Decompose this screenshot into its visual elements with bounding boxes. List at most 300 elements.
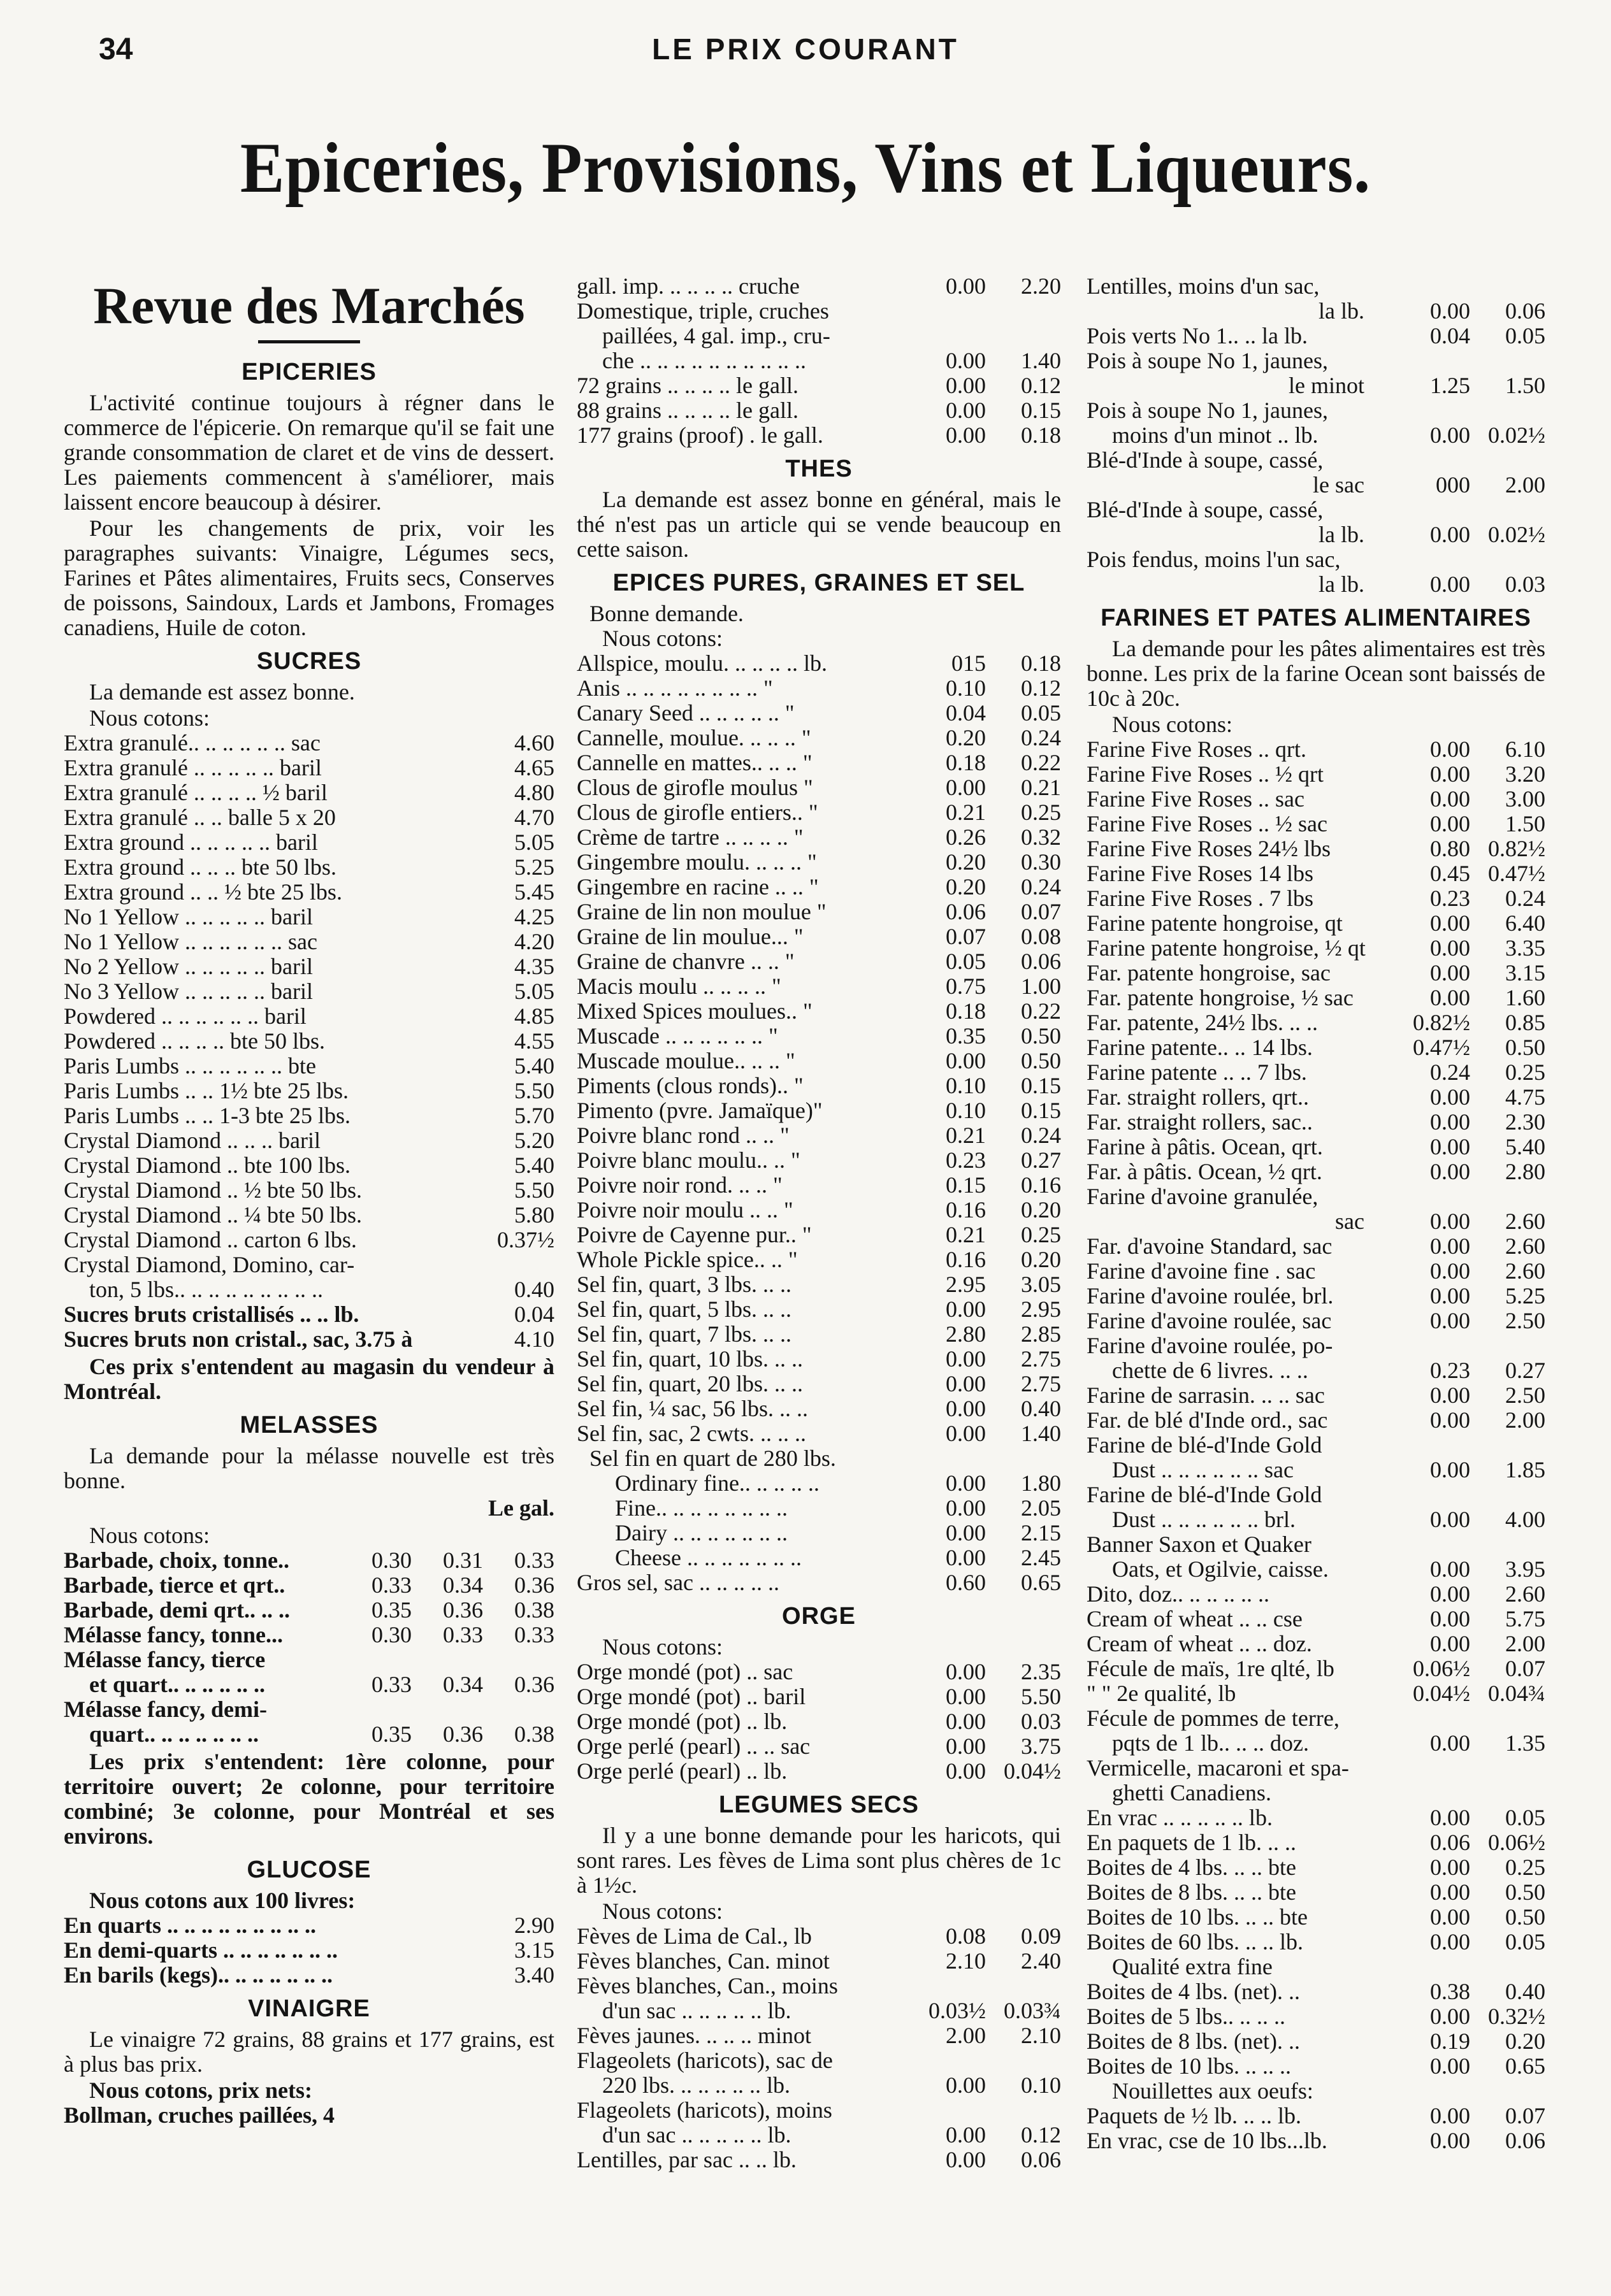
- price-value: 0.09: [1021, 1923, 1061, 1949]
- price-value: 0.38: [514, 1721, 554, 1747]
- item-description: Farine d'avoine roulée, brl.: [1087, 1284, 1334, 1309]
- melasses-intro: La demande pour la mélasse nouvelle est très bonne.: [64, 1443, 554, 1493]
- price-value: 0.50: [1505, 1879, 1545, 1905]
- price-row: [1087, 1284, 1545, 1309]
- price-row: [64, 1178, 554, 1203]
- price-row: [64, 1128, 554, 1153]
- item-description: Paris Lumbs .. .. 1½ bte 25 lbs.: [64, 1079, 349, 1103]
- price-row: [1087, 2029, 1545, 2054]
- item-description: le minot: [1289, 373, 1364, 398]
- domestique-line-2: paillées, 4 gal. imp., cru-: [602, 323, 830, 348]
- price-row: [1087, 1309, 1545, 1333]
- price-row: [577, 974, 1061, 999]
- price-row: [577, 651, 1061, 676]
- price-value: 0.75: [946, 973, 986, 999]
- price-value: 0.00: [1430, 1929, 1470, 1955]
- price-value: 0.25: [1021, 800, 1061, 825]
- sel-quart-280: Sel fin en quart de 280 lbs.: [589, 1446, 836, 1471]
- price-value: 5.70: [514, 1103, 554, 1128]
- price-value: 0.00: [1430, 736, 1470, 762]
- price-value: 0.00: [1430, 2053, 1470, 2079]
- page-header: [0, 32, 1611, 76]
- item-description: Boites de 10 lbs. .. .. ..: [1087, 2054, 1291, 2079]
- price-value: 0.00: [946, 2147, 986, 2172]
- price-row: [64, 1153, 554, 1178]
- price-value: 2.60: [1505, 1581, 1545, 1607]
- price-value: 0.23: [1430, 886, 1470, 911]
- price-value: 0.15: [1021, 1073, 1061, 1098]
- price-value: 0.04½: [1004, 1758, 1061, 1784]
- item-description: Sel fin, quart, 10 lbs. .. ..: [577, 1347, 803, 1372]
- item-description: Farine Five Roses .. sac: [1087, 787, 1304, 812]
- farines-intro: La demande pour les pâtes alimentaires est très bonne. Les prix de la farine Ocean sont baissés de 10c à 20c.: [1087, 636, 1545, 711]
- price-value: 0.00: [1430, 2103, 1470, 2128]
- price-row: [1087, 737, 1545, 762]
- price-value: 0.06: [1505, 2128, 1545, 2153]
- price-value: 0.12: [1021, 373, 1061, 398]
- price-row: [1087, 522, 1545, 547]
- item-description: Extra granulé .. .. balle 5 x 20: [64, 805, 336, 830]
- price-value: 0.00: [1430, 1233, 1470, 1259]
- item-description: che .. .. .. .. .. .. .. .. .. ..: [602, 348, 806, 373]
- price-row: [1087, 936, 1545, 961]
- price-row: [577, 1734, 1061, 1759]
- orge-cotons: Nous cotons:: [602, 1634, 723, 1660]
- price-value: 0.00: [1430, 1730, 1470, 1756]
- melasses-unit: Le gal.: [488, 1495, 554, 1521]
- item-description: Crystal Diamond .. ½ bte 50 lbs.: [64, 1178, 362, 1203]
- price-row: [1087, 1458, 1545, 1482]
- vermicelle-line-2: ghetti Canadiens.: [1112, 1780, 1271, 1805]
- running-title: LE PRIX COURANT: [652, 32, 959, 66]
- item-description: Gingembre en racine .. .. ": [577, 875, 819, 900]
- price-row: [1087, 1085, 1545, 1110]
- price-row: [1087, 1656, 1545, 1681]
- price-value: 6.40: [1505, 910, 1545, 936]
- item-description: En vrac .. .. .. .. .. lb.: [1087, 1805, 1273, 1830]
- price-value: 0.33: [514, 1622, 554, 1647]
- item-description: Macis moulu .. .. .. .. ": [577, 974, 781, 999]
- price-row: [1087, 1830, 1545, 1855]
- price-row: [577, 1396, 1061, 1421]
- price-value: 0.27: [1021, 1147, 1061, 1173]
- price-value: 0.25: [1021, 1222, 1061, 1247]
- item-description: Clous de girofle entiers.. ": [577, 800, 818, 825]
- melasses-note: Les prix s'entendent: 1ère colonne, pour territoire ouvert; 2e colonne, pour territoire combiné; 3e colonne, pour Montréal et ses environs.: [64, 1749, 554, 1849]
- price-value: 0.15: [1021, 1098, 1061, 1123]
- price-row: [64, 1004, 554, 1029]
- price-value: 0.21: [946, 1222, 986, 1247]
- price-value: 0.20: [1021, 1247, 1061, 1272]
- price-row: [1087, 1060, 1545, 1085]
- price-value: 0.03¾: [1004, 1998, 1061, 2023]
- price-value: 0.00: [946, 1371, 986, 1396]
- item-description: Sel fin, quart, 3 lbs. .. ..: [577, 1272, 791, 1297]
- price-row: [577, 1198, 1061, 1223]
- price-value: 0.24: [1021, 725, 1061, 750]
- price-row: [64, 1672, 554, 1697]
- heading-thes: THES: [785, 456, 853, 482]
- item-description: Poivre noir rond. .. .. ": [577, 1173, 783, 1198]
- price-value: 0.18: [1021, 422, 1061, 448]
- price-row: [577, 1223, 1061, 1247]
- item-description: d'un sac .. .. .. .. .. lb.: [602, 2123, 791, 2148]
- extra-fine-subheading: Qualité extra fine: [1112, 1954, 1273, 1979]
- price-row: [577, 398, 1061, 423]
- price-row: [1087, 2054, 1545, 2079]
- legumes-intro: Il y a une bonne demande pour les haricots, qui sont rares. Les fèves de Lima sont plus chères de 1c à 1½c.: [577, 1823, 1061, 1898]
- price-value: 0.03: [1505, 571, 1545, 597]
- price-value: 5.05: [514, 829, 554, 855]
- price-row: [64, 1277, 554, 1302]
- price-value: 0.00: [946, 1346, 986, 1372]
- item-description: No 3 Yellow .. .. .. .. .. baril: [64, 979, 314, 1004]
- price-value: 1.85: [1505, 1457, 1545, 1482]
- item-description: 177 grains (proof) . le gall.: [577, 423, 823, 448]
- thes-text: La demande est assez bonne en général, mais le thé n'est pas un article qui se vende beaucoup en cette saison.: [577, 487, 1061, 562]
- item-description: Sucres bruts non cristal., sac, 3.75 à: [64, 1327, 413, 1352]
- price-value: 2.90: [514, 1912, 554, 1938]
- price-value: 0.82½: [1413, 1010, 1470, 1035]
- price-value: 4.55: [514, 1028, 554, 1054]
- price-row: [1087, 1408, 1545, 1433]
- price-value: 0.00: [1430, 1879, 1470, 1905]
- price-row: [577, 373, 1061, 398]
- price-value: 2.95: [946, 1272, 986, 1297]
- price-value: 0.00: [1430, 522, 1470, 547]
- item-description: Extra ground .. .. .. .. .. baril: [64, 830, 318, 855]
- price-value: 0.00: [1430, 1258, 1470, 1284]
- price-row: [64, 880, 554, 905]
- price-row: [1087, 1035, 1545, 1060]
- price-value: 0.24: [1505, 886, 1545, 911]
- price-value: 0.60: [946, 1570, 986, 1595]
- price-value: 0.03½: [928, 1998, 986, 2023]
- price-row: [577, 1421, 1061, 1446]
- heading-rule: [258, 340, 360, 343]
- price-value: 0.00: [946, 2122, 986, 2148]
- price-value: 1.50: [1505, 373, 1545, 398]
- item-description: Crystal Diamond .. .. .. baril: [64, 1128, 321, 1153]
- price-value: 2.05: [1021, 1495, 1061, 1521]
- grains-list: [577, 373, 1061, 448]
- price-row: [577, 1684, 1061, 1709]
- price-value: 0.16: [946, 1247, 986, 1272]
- price-row: [64, 731, 554, 756]
- price-value: 0.18: [1021, 650, 1061, 676]
- farines-list-2: [1087, 1234, 1545, 1333]
- item-description: pqts de 1 lb.. .. .. doz.: [1112, 1731, 1309, 1756]
- price-value: 0.32½: [1488, 2004, 1545, 2029]
- price-row: [64, 1203, 554, 1228]
- price-value: 2.00: [946, 2023, 986, 2048]
- price-value: 0.02½: [1488, 522, 1545, 547]
- price-value: 2.35: [1021, 1659, 1061, 1684]
- column-3: [1087, 274, 1545, 2262]
- price-value: 5.25: [1505, 1283, 1545, 1309]
- price-value: 0.22: [1021, 750, 1061, 775]
- item-description: 88 grains .. .. .. .. le gall.: [577, 398, 798, 423]
- price-value: 2.85: [1021, 1321, 1061, 1347]
- gold-brl-line-1: Farine de blé-d'Inde Gold: [1087, 1482, 1322, 1507]
- price-row: [577, 1660, 1061, 1684]
- price-row: [577, 949, 1061, 974]
- price-value: 0.21: [946, 800, 986, 825]
- item-description: Paquets de ½ lb. .. .. lb.: [1087, 2104, 1301, 2128]
- item-description: Crème de tartre .. .. .. .. ": [577, 825, 804, 850]
- item-description: moins d'un minot .. lb.: [1112, 423, 1318, 448]
- item-description: Sel fin, quart, 7 lbs. .. ..: [577, 1322, 791, 1347]
- price-value: 0.10: [946, 1098, 986, 1123]
- item-description: Farine d'avoine roulée, sac: [1087, 1309, 1332, 1333]
- price-value: 0.00: [1430, 1109, 1470, 1135]
- price-value: 3.40: [514, 1962, 554, 1988]
- price-value: 5.80: [514, 1202, 554, 1228]
- price-row: [64, 1548, 554, 1573]
- price-row: [1087, 1979, 1545, 2004]
- price-value: 1.40: [1021, 348, 1061, 373]
- price-row: [577, 1272, 1061, 1297]
- price-value: 0.20: [1505, 2028, 1545, 2054]
- price-row: [577, 1073, 1061, 1098]
- item-description: et quart.. .. .. .. .. ..: [89, 1672, 265, 1697]
- lentilles-moins-line-1: Lentilles, moins d'un sac,: [1087, 274, 1320, 299]
- price-row: [1087, 2128, 1545, 2153]
- price-row: [1087, 423, 1545, 448]
- price-row: [577, 2023, 1061, 2048]
- item-description: Sucres bruts cristallisés .. .. lb.: [64, 1302, 359, 1327]
- price-value: 4.25: [514, 904, 554, 929]
- price-row: [577, 1949, 1061, 1974]
- item-description: Fèves jaunes. .. .. .. minot: [577, 2023, 811, 2048]
- ble-lb-line-1: Blé-d'Inde à soupe, cassé,: [1087, 497, 1324, 522]
- price-row: [1087, 861, 1545, 886]
- price-value: 0.26: [946, 824, 986, 850]
- price-value: 2.80: [1505, 1159, 1545, 1184]
- price-row: [577, 1148, 1061, 1173]
- price-row: [1087, 572, 1545, 597]
- price-row: [64, 954, 554, 979]
- price-row: [64, 1722, 554, 1747]
- item-description: En demi-quarts .. .. .. .. .. .. ..: [64, 1938, 338, 1963]
- farines-list-6: [1087, 1979, 1545, 2079]
- price-row: [577, 1998, 1061, 2023]
- price-row: [64, 1029, 554, 1054]
- item-description: Far. straight rollers, qrt..: [1087, 1085, 1309, 1110]
- price-value: 5.40: [514, 1053, 554, 1079]
- price-row: [577, 2123, 1061, 2148]
- price-value: 0.07: [946, 924, 986, 949]
- item-description: Pois verts No 1.. .. la lb.: [1087, 324, 1308, 348]
- price-value: 1.60: [1505, 985, 1545, 1010]
- price-value: 0.47½: [1488, 861, 1545, 886]
- melasse-tierce-line-1: Mélasse fancy, tierce: [64, 1647, 266, 1672]
- price-value: 2.00: [1505, 1407, 1545, 1433]
- price-value: 0.35: [372, 1721, 412, 1747]
- price-value: 1.50: [1505, 811, 1545, 836]
- price-value: 0.19: [1430, 2028, 1470, 2054]
- item-description: No 2 Yellow .. .. .. .. .. baril: [64, 954, 314, 979]
- item-description: Orge mondé (pot) .. baril: [577, 1684, 806, 1709]
- item-description: Sel fin, ¼ sac, 56 lbs. .. ..: [577, 1396, 808, 1421]
- item-description: Graine de lin moulue... ": [577, 924, 804, 949]
- price-row: [577, 1759, 1061, 1784]
- item-description: quart.. .. .. .. .. .. ..: [89, 1722, 259, 1747]
- price-row: [1087, 2004, 1545, 2029]
- price-row: [64, 1228, 554, 1252]
- epices-cotons: Nous cotons:: [602, 626, 723, 651]
- price-value: 0.08: [946, 1923, 986, 1949]
- price-value: 0.45: [1430, 861, 1470, 886]
- item-description: Farine patente hongroise, ½ qt: [1087, 936, 1366, 961]
- price-value: 0.80: [1430, 836, 1470, 861]
- price-value: 4.60: [514, 730, 554, 756]
- item-description: Dito, doz.. .. .. .. .. ..: [1087, 1582, 1269, 1607]
- price-value: 0.00: [1430, 811, 1470, 836]
- price-row: [1087, 1234, 1545, 1259]
- item-description: En paquets de 1 lb. .. ..: [1087, 1830, 1296, 1855]
- price-value: 0.33: [372, 1572, 412, 1598]
- price-value: 0.00: [1430, 2128, 1470, 2153]
- item-description: Extra granulé.. .. .. .. .. .. sac: [64, 731, 321, 756]
- feves-moins-line-1: Fèves blanches, Can., moins: [577, 1973, 838, 1998]
- price-row: [1087, 1632, 1545, 1656]
- item-description: Extra ground .. .. .. bte 50 lbs.: [64, 855, 336, 880]
- price-row: [1087, 986, 1545, 1010]
- price-value: 0.36: [443, 1721, 483, 1747]
- price-row: [577, 924, 1061, 949]
- ble-sac-line-1: Blé-d'Inde à soupe, cassé,: [1087, 447, 1324, 473]
- item-description: Far. patente hongroise, ½ sac: [1087, 986, 1354, 1010]
- price-value: 000: [1436, 472, 1470, 498]
- price-value: 0.38: [1430, 1979, 1470, 2004]
- item-description: Muscade moulue.. .. .. ": [577, 1049, 795, 1073]
- item-description: Sel fin, quart, 5 lbs. .. ..: [577, 1297, 791, 1322]
- price-value: 0.20: [946, 725, 986, 750]
- price-value: 0.08: [1021, 924, 1061, 949]
- price-value: 5.40: [514, 1152, 554, 1178]
- price-row: [577, 825, 1061, 850]
- price-value: 2.10: [946, 1948, 986, 1974]
- heading-sucres: SUCRES: [256, 648, 362, 675]
- melasse-demi-line-1: Mélasse fancy, demi-: [64, 1697, 267, 1722]
- price-row: [1087, 1557, 1545, 1582]
- price-row: [577, 750, 1061, 775]
- melasses-cotons: Nous cotons:: [89, 1523, 210, 1548]
- heading-orge: ORGE: [782, 1603, 856, 1630]
- section-title: Revue des Marchés: [93, 276, 525, 334]
- price-value: 0.00: [946, 1421, 986, 1446]
- price-value: 0.22: [1021, 998, 1061, 1024]
- price-row: [577, 2148, 1061, 2172]
- item-description: En vrac, cse de 10 lbs...lb.: [1087, 2128, 1327, 2153]
- price-value: 0.34: [443, 1672, 483, 1697]
- price-value: 0.00: [946, 1709, 986, 1734]
- price-row: [64, 855, 554, 880]
- price-value: 4.75: [1505, 1084, 1545, 1110]
- sucres-list: [64, 731, 554, 1252]
- price-value: 3.35: [1505, 935, 1545, 961]
- price-value: 2.20: [1021, 274, 1061, 299]
- item-description: Lentilles, par sac .. .. lb.: [577, 2148, 797, 2172]
- item-description: ton, 5 lbs.. .. .. .. .. .. .. .. ..: [89, 1277, 324, 1302]
- price-value: 0.40: [1021, 1396, 1061, 1421]
- price-value: 0.06: [1505, 298, 1545, 324]
- price-value: 5.50: [514, 1177, 554, 1203]
- price-row: [1087, 762, 1545, 787]
- price-value: 6.10: [1505, 736, 1545, 762]
- item-description: le sac: [1313, 473, 1364, 498]
- glucose-list: [64, 1913, 554, 1988]
- item-description: Sel fin, sac, 2 cwts. .. .. ..: [577, 1421, 806, 1446]
- price-value: 0.00: [946, 1048, 986, 1073]
- price-row: [64, 1938, 554, 1963]
- price-value: 2.60: [1505, 1209, 1545, 1234]
- price-value: 0.00: [1430, 985, 1470, 1010]
- price-row: [1087, 1607, 1545, 1632]
- price-value: 0.04½: [1413, 1681, 1470, 1706]
- item-description: Extra granulé .. .. .. .. .. baril: [64, 756, 322, 780]
- price-row: [64, 929, 554, 954]
- price-value: 0.04: [946, 700, 986, 726]
- price-row: [577, 1570, 1061, 1595]
- price-row: [1087, 787, 1545, 812]
- price-value: 5.40: [1505, 1134, 1545, 1159]
- item-description: la lb.: [1318, 299, 1364, 324]
- price-value: 0.00: [1430, 1407, 1470, 1433]
- price-row: [1087, 1383, 1545, 1408]
- price-row: [1087, 1259, 1545, 1284]
- price-value: 0.00: [946, 1520, 986, 1546]
- item-description: Fine.. .. .. .. .. .. .. ..: [615, 1496, 788, 1521]
- item-description: No 1 Yellow .. .. .. .. .. baril: [64, 905, 314, 929]
- price-value: 0.25: [1505, 1059, 1545, 1085]
- price-value: 0.50: [1021, 1023, 1061, 1049]
- price-value: 0.65: [1021, 1570, 1061, 1595]
- price-value: 0.02½: [1488, 422, 1545, 448]
- price-row: [1087, 473, 1545, 498]
- price-row: [577, 701, 1061, 726]
- item-description: Dairy .. .. .. .. .. .. ..: [615, 1521, 788, 1546]
- price-value: 0.00: [1430, 1308, 1470, 1333]
- price-value: 0.23: [1430, 1358, 1470, 1383]
- price-row: [577, 1024, 1061, 1049]
- price-value: 0.85: [1505, 1010, 1545, 1035]
- item-description: Cheese .. .. .. .. .. .. ..: [615, 1546, 802, 1570]
- price-value: 5.45: [514, 879, 554, 905]
- price-value: 0.20: [946, 874, 986, 900]
- price-value: 2.40: [1021, 1948, 1061, 1974]
- price-value: 0.00: [1430, 571, 1470, 597]
- price-row: [1087, 1159, 1545, 1184]
- price-value: 0.33: [443, 1622, 483, 1647]
- price-value: 0.24: [1430, 1059, 1470, 1085]
- price-value: 3.75: [1021, 1733, 1061, 1759]
- price-value: 2.50: [1505, 1308, 1545, 1333]
- fecule-pt-line-1: Fécule de pommes de terre,: [1087, 1705, 1340, 1731]
- item-description: Barbade, choix, tonne..: [64, 1548, 290, 1573]
- item-description: Gingembre moulu. .. .. .. ": [577, 850, 817, 875]
- item-description: Far. patente hongroise, sac: [1087, 961, 1331, 986]
- item-description: Oats, et Ogilvie, caisse.: [1112, 1557, 1329, 1582]
- price-value: 0.05: [1505, 323, 1545, 348]
- price-value: 0.33: [514, 1547, 554, 1573]
- price-value: 0.24: [1021, 874, 1061, 900]
- price-value: 4.35: [514, 954, 554, 979]
- item-description: la lb.: [1318, 572, 1364, 597]
- price-value: 2.00: [1505, 1631, 1545, 1656]
- heading-epiceries: EPICERIES: [242, 359, 377, 385]
